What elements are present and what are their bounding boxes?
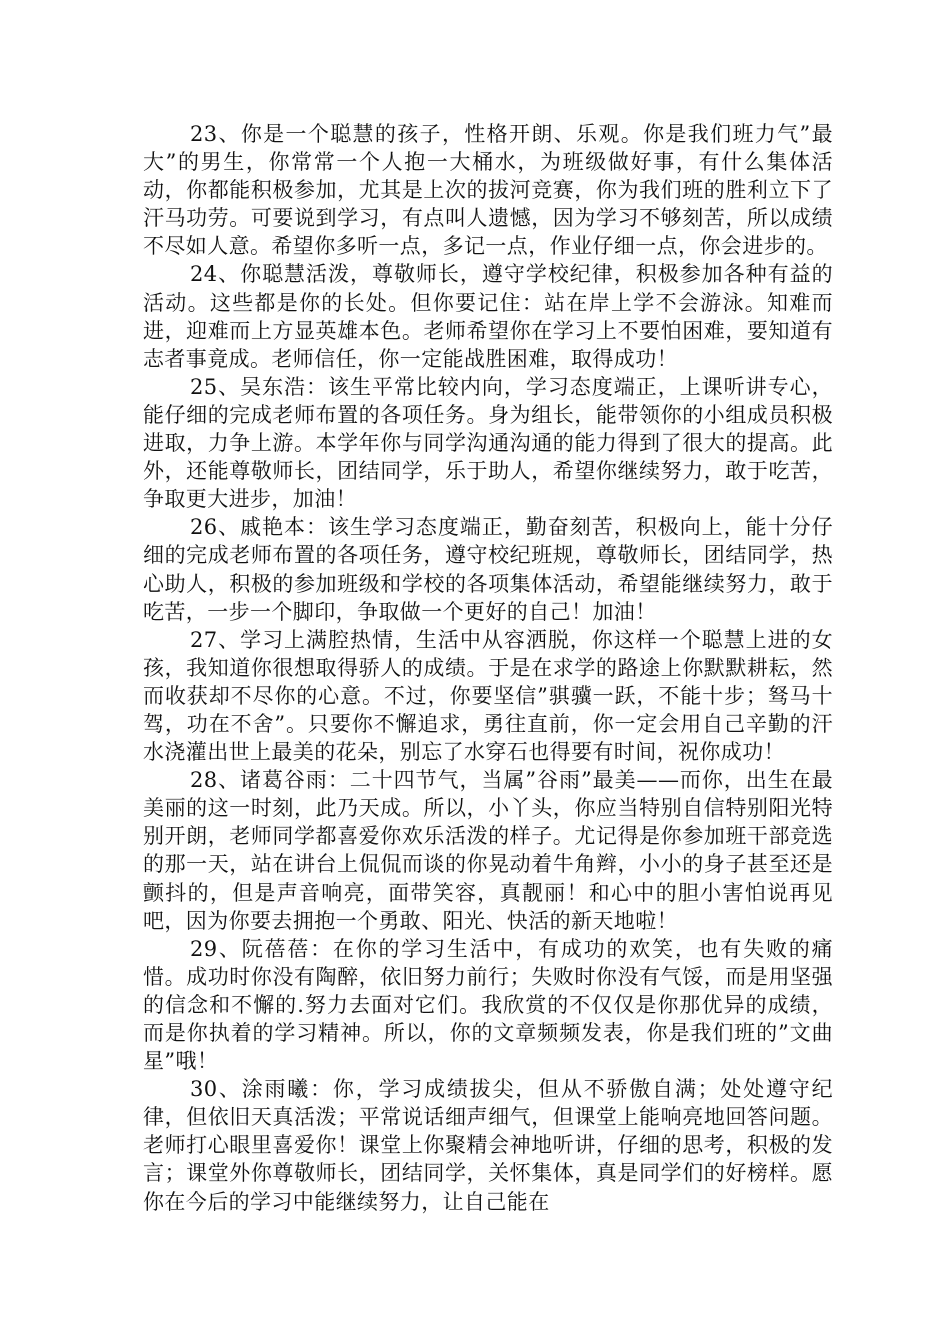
comment-paragraph-26: 26、戚艳本：该生学习态度端正，勤奋刻苦，积极向上，能十分仔细的完成老师布置的各项任务，遵守校纪班规，尊敬师长，团结同学，热心助人，积极的参加班级和学校的各项集体活动，希望能继续努力，敢于吃苦，一步一个脚印，争取做一个更好的自己！加油！: [143, 515, 833, 624]
comment-paragraph-23: 23、你是一个聪慧的孩子，性格开朗、乐观。你是我们班力气”最大”的男生，你常常一个人抱一大桶水，为班级做好事，有什么集体活动，你都能积极参加，尤其是上次的拔河竞赛，你为我们班的胜利立下了汗马功劳。可要说到学习，有点叫人遗憾，因为学习不够刻苦，所以成绩不尽如人意。希望你多听一点，多记一点，作业仔细一点，你会进步的。: [143, 122, 833, 259]
comment-paragraph-30: 30、涂雨曦：你，学习成绩拔尖，但从不骄傲自满；处处遵守纪律，但依旧天真活泼；平常说话细声细气，但课堂上能响亮地回答问题。老师打心眼里喜爱你！课堂上你聚精会神地听讲，仔细的思考，积极的发言；课堂外你尊敬师长，团结同学，关怀集体，真是同学们的好榜样。愿你在今后的学习中能继续努力，让自己能在: [143, 1077, 833, 1214]
comment-paragraph-28: 28、诸葛谷雨：二十四节气，当属”谷雨”最美——而你，出生在最美丽的这一时刻，此乃天成。所以，小丫头，你应当特别自信特别阳光特别开朗，老师同学都喜爱你欢乐活泼的样子。尤记得是你参加班干部竞选的那一天，站在讲台上侃侃而谈的你晃动着牛角辫，小小的身子甚至还是颤抖的，但是声音响亮，面带笑容，真靓丽！和心中的胆小害怕说再见吧，因为你要去拥抱一个勇敢、阳光、快活的新天地啦！: [143, 768, 833, 933]
comment-paragraph-29: 29、阮蓓蓓：在你的学习生活中，有成功的欢笑，也有失败的痛惜。成功时你没有陶醉，依旧努力前行；失败时你没有气馁，而是用坚强的信念和不懈的.努力去面对它们。我欣赏的不仅仅是你那优异的成绩，而是你执着的学习精神。所以，你的文章频频发表，你是我们班的”文曲星”哦！: [143, 936, 833, 1074]
document-body: [143, 120, 833, 1216]
comment-paragraph-25: 25、吴东浩：该生平常比较内向，学习态度端正，上课听讲专心，能仔细的完成老师布置的各项任务。身为组长，能带领你的小组成员积极进取，力争上游。本学年你与同学沟通沟通的能力得到了很大的提高。此外，还能尊敬师长，团结同学，乐于助人，希望你继续努力，敢于吃苦，争取更大进步，加油！: [143, 374, 833, 512]
comment-paragraph-24: 24、你聪慧活泼，尊敬师长，遵守学校纪律，积极参加各种有益的活动。这些都是你的长处。但你要记住：站在岸上学不会游泳。知难而进，迎难而上方显英雄本色。老师希望你在学习上不要怕困难，要知道有志者事竟成。老师信任，你一定能战胜困难，取得成功！: [143, 262, 833, 371]
comment-paragraph-27: 27、学习上满腔热情，生活中从容洒脱，你这样一个聪慧上进的女孩，我知道你很想取得骄人的成绩。于是在求学的路途上你默默耕耘，然而收获却不尽你的心意。不过，你要坚信”骐骥一跃，不能十步；驽马十驾，功在不舍”。只要你不懈追求，勇往直前，你一定会用自己辛勤的汗水浇灌出世上最美的花朵，别忘了水穿石也得要有时间，祝你成功！: [143, 627, 833, 765]
